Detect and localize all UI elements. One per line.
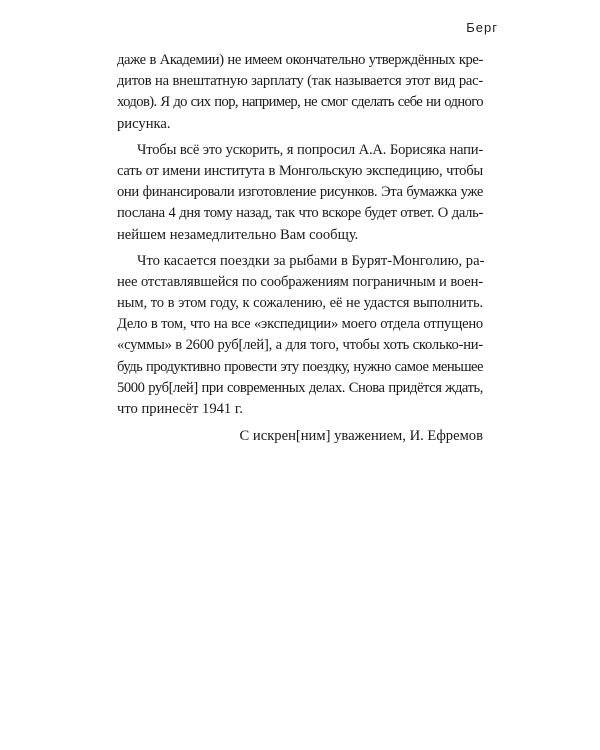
- text-line: послана 4 дня тому назад, так что вскоре будет ответ. О даль-: [117, 205, 483, 222]
- letter-text: [117, 50, 483, 447]
- text-line: сать от имени института в Монгольскую экспедицию, чтобы: [117, 162, 483, 179]
- text-line: нейшем незамедлительно Вам сообщу.: [117, 226, 359, 243]
- text-line: Дело в том, что на все «экспедиции» моего отдела отпущено: [117, 316, 483, 333]
- text-line: рисунка.: [117, 115, 171, 132]
- text-line: дитов на внештатную зарплату (так называется этот вид рас-: [117, 73, 483, 90]
- text-line: ным, то в этом году, к сожалению, её не удастся выполнить.: [117, 295, 483, 312]
- running-head: Берг: [466, 20, 498, 35]
- text-line: они финансировали изготовление рисунков. Эта бумажка уже: [117, 184, 483, 201]
- paragraph-2: [117, 140, 483, 246]
- signature: С искрен[ним] уважением, И. Ефремов: [239, 428, 483, 445]
- text-line: даже в Академии) не имеем окончательно утверждённых кре-: [117, 52, 483, 68]
- paragraph-1: [117, 50, 483, 135]
- text-line: будь продуктивно провести эту поездку, нужно самое меньшее: [117, 358, 483, 375]
- paragraph-3: [117, 251, 483, 421]
- text-line: нее отставлявшейся по соображениям пограничным и воен-: [117, 273, 483, 290]
- text-line: 5000 руб[лей] при современных делах. Снова придётся ждать,: [117, 379, 483, 396]
- text-line: Чтобы всё это ускорить, я попросил А.А. Борисяка напи-: [137, 141, 483, 158]
- text-line: что принесёт 1941 г.: [117, 401, 243, 417]
- text-line: «суммы» в 2600 руб[лей], а для того, чтобы хоть сколько-ни-: [117, 337, 483, 354]
- text-line: ходов). Я до сих пор, например, не смог сделать себе ни одного: [117, 94, 483, 111]
- text-line: Что касается поездки за рыбами в Бурят-Монголию, ра-: [137, 252, 485, 269]
